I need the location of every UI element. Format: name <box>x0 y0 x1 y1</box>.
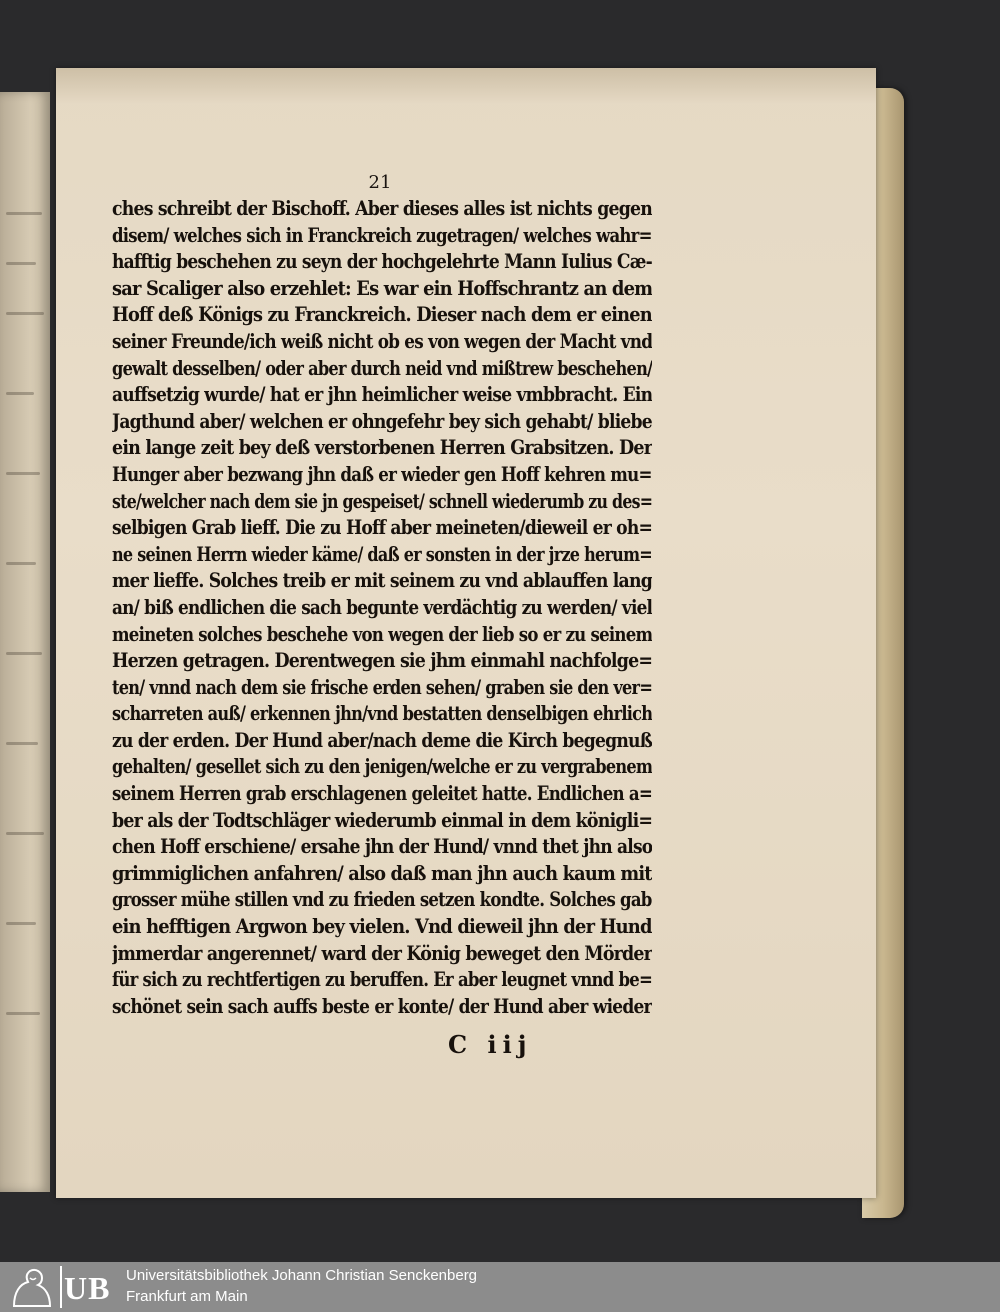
text-line: ein lange zeit bey deß verstorbenen Herren Grabsitzen. Der <box>112 436 652 460</box>
page-shadow <box>56 68 876 104</box>
signature-mark: C iij <box>448 1030 533 1059</box>
text-line: scharreten auß/ erkennen jhn/vnd bestatten denselbigen ehrlich <box>112 702 652 726</box>
text-line: zu der erden. Der Hund aber/nach deme die Kirch begegnuß <box>112 728 652 752</box>
text-line: gewalt desselben/ oder aber durch neid vnd mißtrew beschehen/ <box>112 356 652 380</box>
text-line: grosser mühe stillen vnd zu frieden setzen kondte. Solches gab <box>112 888 652 912</box>
text-line: ne seinen Herrn wieder käme/ daß er sonsten in der jrze herum= <box>112 542 652 566</box>
bleed-through-mark <box>6 472 40 475</box>
text-line: Herzen getragen. Derentwegen sie jhm einmahl nachfolge= <box>112 649 652 673</box>
text-line: disem/ welches sich in Franckreich zugetragen/ welches wahr= <box>112 223 652 247</box>
text-line: sar Scaliger also erzehlet: Es war ein Hoffschrantz an dem <box>112 276 652 300</box>
bleed-through-mark <box>6 312 44 315</box>
text-line: selbigen Grab lieff. Die zu Hoff aber meineten/dieweil er oh= <box>112 516 652 540</box>
text-line: ste/welcher nach dem sie jn gespeiset/ schnell wiederumb zu des= <box>112 489 652 513</box>
text-line: Jagthund aber/ welchen er ohngefehr bey sich gehabt/ bliebe <box>112 409 652 433</box>
text-line: mer lieffe. Solches treib er mit seinem zu vnd ablauffen lang <box>112 569 652 593</box>
text-line: ein hefftigen Argwon bey vielen. Vnd dieweil jhn der Hund <box>112 915 652 939</box>
text-line: gehalten/ gesellet sich zu den jenigen/welche er zu vergrabenem <box>112 755 652 779</box>
library-city: Frankfurt am Main <box>126 1288 248 1305</box>
text-line: Hoff deß Königs zu Franckreich. Dieser nach dem er einen <box>112 303 652 327</box>
logo-text: UB <box>64 1270 111 1306</box>
text-line: ches schreibt der Bischoff. Aber dieses alles ist nichts gegen <box>112 197 652 220</box>
text-line: jmmerdar angerennet/ ward der König beweget den Mörder <box>112 941 652 965</box>
bleed-through-mark <box>6 1012 40 1015</box>
library-name: Universitätsbibliothek Johann Christian Senckenberg <box>126 1267 478 1284</box>
text-line: hafftig beschehen zu seyn der hochgelehrte Mann Iulius Cæ- <box>112 250 652 274</box>
portrait-icon <box>4 1266 62 1308</box>
text-line: chen Hoff erschiene/ ersahe jhn der Hund/ vnnd thet jhn also <box>112 835 652 859</box>
text-line: seinem Herren grab erschlagenen geleitet hatte. Endlichen a= <box>112 782 652 806</box>
text-line: schönet sein sach auffs beste er konte/ der Hund aber wieder <box>112 994 652 1018</box>
bleed-through-mark <box>6 742 38 745</box>
text-line: ten/ vnnd nach dem sie frische erden sehen/ graben sie den ver= <box>112 675 652 699</box>
library-footer <box>0 1262 1000 1312</box>
bleed-through-mark <box>6 262 36 265</box>
page-number: 21 <box>368 172 392 193</box>
text-line: auffsetzig wurde/ hat er jhn heimlicher weise vmbbracht. Ein <box>112 383 652 407</box>
text-line: meineten solches beschehe von wegen der lieb so er zu seinem <box>112 622 652 646</box>
bleed-through-mark <box>6 392 34 395</box>
facing-page-edge <box>0 92 50 1192</box>
text-line: grimmiglichen anfahren/ also daß man jhn auch kaum mit <box>112 861 652 885</box>
library-logo[interactable] <box>4 1266 116 1308</box>
body-text <box>112 196 652 1020</box>
bleed-through-mark <box>6 652 42 655</box>
text-line: für sich zu rechtfertigen zu beruffen. Er aber leugnet vnnd be= <box>112 968 652 992</box>
bleed-through-mark <box>6 562 36 565</box>
bleed-through-mark <box>6 832 44 835</box>
bleed-through-mark <box>6 212 42 215</box>
text-line: an/ biß endlichen die sach begunte verdächtig zu werden/ viel <box>112 595 652 619</box>
text-line: seiner Freunde/ich weiß nicht ob es von wegen der Macht vnd <box>112 329 652 353</box>
bleed-through-mark <box>6 922 36 925</box>
text-line: ber als der Todtschläger wiederumb einmal in dem königli= <box>112 808 652 832</box>
text-line: Hunger aber bezwang jhn daß er wieder gen Hoff kehren mu= <box>112 462 652 486</box>
